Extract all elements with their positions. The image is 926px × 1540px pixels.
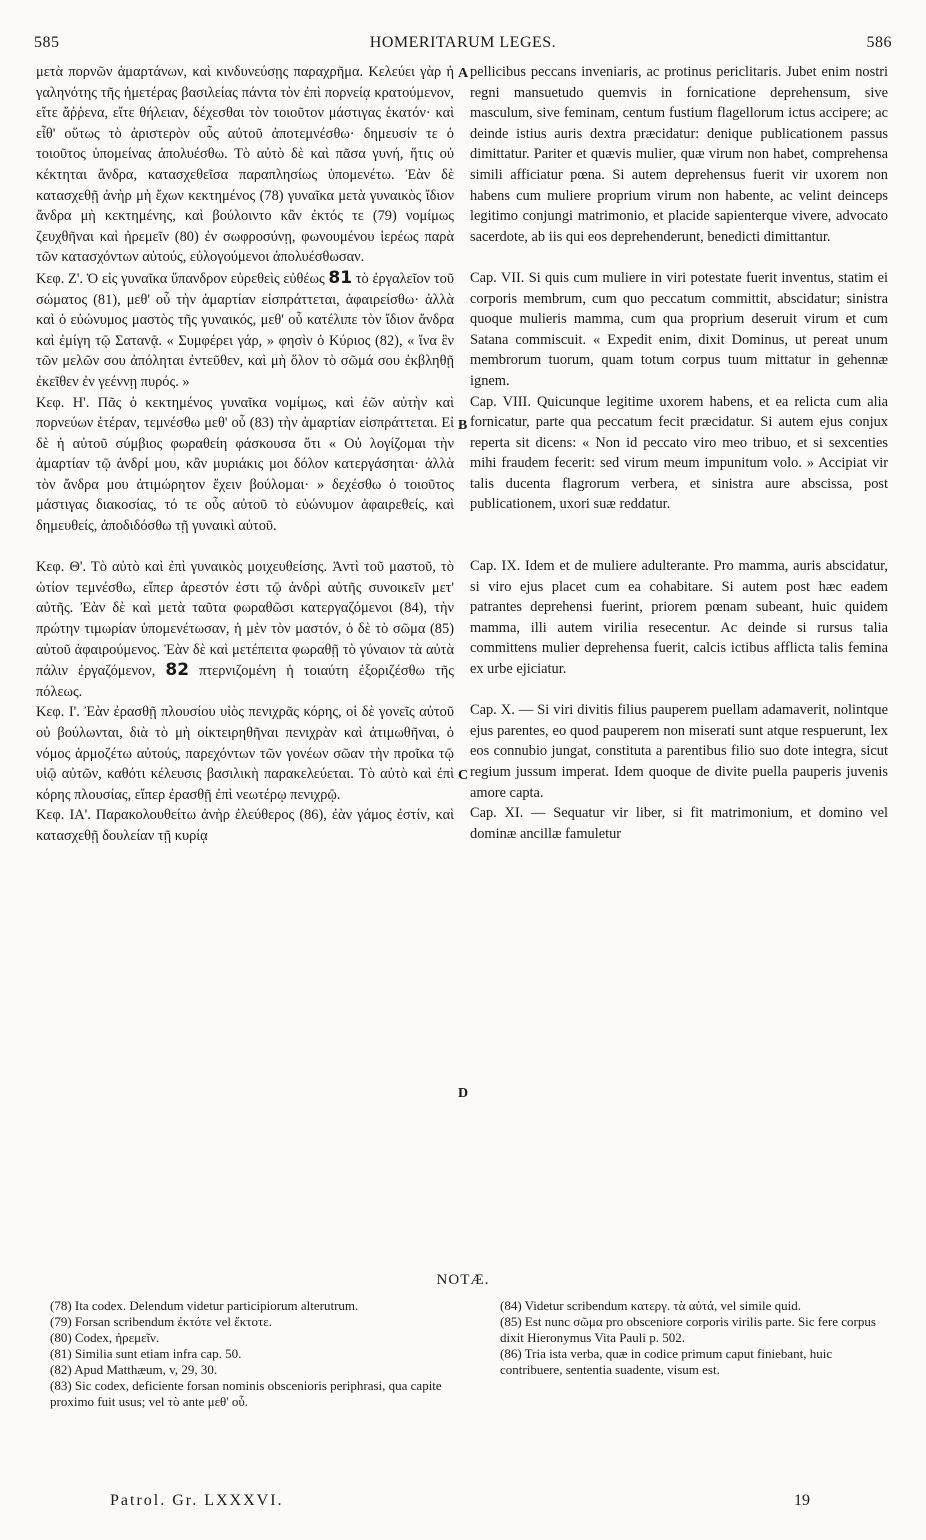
footer-series: Patrol. Gr. LXXXVI. [110, 1492, 284, 1509]
latin-paragraph-cap7: Cap. VII. Si quis cum muliere in viri potestate fuerit inventus, statim ei corporis membrum, cum quo peccatum committit, abscidatur; sinistra quoque mulieris mamma, cum qua proprium deseruit virum et cum Satana commiscuit. « Expedit enim, dixit Dominus, ut pereat unum membrorum tuorum, quam totum corpus tuum mittatur in gehennæ ignem. [470, 269, 888, 389]
latin-paragraph-intro: pellicibus peccans inveniaris, ac protinus periclitaris. Jubet enim nostri regni mansuetudo quemvis in fornicatione deprehensum, sive masculum, sive feminam, centum fustium flagellorum ictus accipere; ac deinde istius auris dextra præcidatur: denique publicationem passus dimittatur. Pariter et quævis mulier, quæ virum non habet, comprehensa simili afficiatur pœna. Si autem deprehensus fuerit vir uxorem non habens cum muliere proprium virum non habente, ac velint deinceps legitimo conjungi matrimonio, et placide sapienterque vivere, advocato sacerdote, ab iis qui eos deprehenderunt, benedicti dimittantur. [470, 64, 888, 245]
column-number-82: 82 [165, 660, 190, 681]
note-78: (78) Ita codex. Delendum videtur participiorum alterutrum. [50, 1298, 359, 1313]
greek-cap9-rest: πτερνιζομένη ἡ τοιαύτη ἐξοριζέσθω τῆς πόλεως. [36, 663, 454, 700]
note-85: (85) Est nunc σῶμα pro obsceniore corporis virilis parte. Sic fere corpus dixit Hieronymus Vita Pauli p. 502. [500, 1314, 876, 1345]
greek-paragraph-cap10: Κεφ. Ι'. Ἐὰν ἐρασθῇ πλουσίου υἱὸς πενιχρᾶς κόρης, οἱ δὲ γονεῖς αὐτοῦ οὐ βούλωνται, διὰ τὸ μὴ οἰκτειρηθῆναι πενιχρὰν καὶ ἀτιμωθῆναι, ὁ νόμος ἁρμοζέτω αὐτούς, παρεχόντων τῶν γονέων σῶαν τὴν προῖκα τῷ υἱῷ αὐτῶν, καθότι κέλευσις βασιλικὴ παρακελεύεται. Τὸ αὐτὸ καὶ ἐπὶ κόρης πλουσίας, εἴπερ ἐρασθῇ ἐπὶ νεωτέρῳ πενιχρῷ. [36, 704, 454, 803]
greek-cap9-start: Κεφ. Θ'. Τὸ αὐτὸ καὶ ἐπὶ γυναικὸς μοιχευθείσης. Ἀντὶ τοῦ μαστοῦ, τὸ ὠτίον τεμνέσθω, εἴπερ ἀρεστόν ἐστι τῷ ἀνδρὶ αὐτῆς συνοικεῖν μετ' αὐτῆς. Ἐὰν δὲ καὶ μετὰ ταῦτα φωραθῶσι κατεργαζόμενοι (84), τὴν πρώτην τιμωρίαν ὑπομενέτωσαν, ἡ μὲν τὸν μαστόν, ὁ δὲ τὸ σῶμα (85) αὐτοῦ ἀφαιρούμενος. Ἐὰν δὲ καὶ μετέπειτα φωραθῇ τὸ γύναιον τὰ αὐτὰ πάλιν ἐργαζόμενον, [36, 559, 454, 680]
page-title: HOMERITARUM LEGES. [369, 34, 557, 51]
note-84: (84) Videtur scribendum κατεργ. τὰ αὐτά, vel simile quid. [500, 1298, 802, 1313]
note-79: (79) Forsan scribendum ἐκτότε vel ἔκτοτε. [50, 1314, 272, 1329]
greek-paragraph-cap8: Κεφ. Η'. Πᾶς ὁ κεκτημένος γυναῖκα νομίμως, καὶ ἐῶν αὐτὴν καὶ πορνεύων ἑτέραν, τεμνέσθω μεθ' οὗ (83) τὴν ἁμαρτίαν εἰσπράττεται. Εἰ δὲ ἡ αὐτοῦ σύμβιος φωραθείη φάσκουσα ὅτι « Οὐ λογίζομαι τὴν ἁμαρτίαν τῷ ἀνδρί μου, κἂν μυριάκις μοι δόλον κατεργάσηται· ἀλλὰ τὸν ἄνδρα μου ἀτιμώρητον ἔχειν βούλομαι· » δεχέσθω ὁ τοιοῦτος μάστιγας διακοσίας, τό τε οὖς αὐτοῦ τὸ εὐώνυμον ἀφαιρεθείς, καὶ δημευθείς, ἀποδιδόσθω τῇ γυναικὶ αὐτοῦ. [36, 394, 454, 535]
greek-cap7-rest: τὸ ἐργαλεῖον τοῦ σώματος (81), μεθ' οὗ τὴν ἁμαρτίαν εἰσπράττεται, ἀφαιρείσθω· ἀλλὰ καὶ ὁ εὐώνυμος μαστὸς τῆς γυναικός, μεθ' οὗ κατέλιπε τὸν ἴδιον ἄνδρα καὶ ἐμίγη τῷ Σατανᾷ. « Συμφέρει γάρ, » φησὶν ὁ Κύριος (82), « ἵνα ἓν τῶν μελῶν σου ἀπόληται ἐντεῦθεν, καὶ μὴ ὅλον τὸ σῶμά σου ἐκβληθῇ ἐκεῖθεν ἐν γεέννῃ πυρός. » [36, 270, 454, 390]
latin-paragraph-cap10: Cap. X. — Si viri divitis filius pauperem puellam adamaverit, nolintque ejus parentes, eo quod pauperem non miserati sunt atque respuerunt, lex eos connubio jungat, constituta a parentibus filio suo dote integra, sicut regium jussum imperat. Idem quoque de divite puella pauperis juvenis amore capta. [470, 702, 888, 801]
greek-paragraph-cap11: Κεφ. ΙΑ'. Παρακολουθείτω ἀνὴρ ἐλεύθερος (86), ἐὰν γάμος ἐστίν, καὶ κατασχεθῇ δουλείαν τῇ κυρίᾳ [36, 807, 454, 844]
greek-paragraph-intro: μετὰ πορνῶν ἁμαρτάνων, καὶ κινδυνεύσῃς παραχρῆμα. Κελεύει γὰρ ἡ γαληνότης τῆς ἡμετέρας βασιλείας πάντα τὸν ἐπὶ πορνείᾳ κρατούμενον, εἴτε ἄῤῥενα, εἴτε θήλειαν, δέχεσθαι τὸν τοιοῦτον μάστιγας ἑκατόν· καὶ εἶθ' οὕτως τὸ ἀριστερὸν οὖς αὐτοῦ ἀποτεμνέσθω· δημευσίν τε ὁ τοιοῦτος ὑπομείνας ἀπολυέσθω. Τὸ αὐτὸ δὲ καὶ πᾶσα γυνή, ἥτις οὐ κέκτηται ἄνδρα, κατασχεθεῖσα παραπλησίως ὑπομενέτω. Ἐὰν δὲ κατασχεθῇ ἀνὴρ μὴ ἔχων κεκτημένος (78) γυναῖκα μετὰ γυναικὸς ἴδιον ἄνδρα μὴ κεκτημένης, καὶ βούλοιντο κἂν ἐκτός τε (79) νομίμως ζευχθῆναι καὶ ἠρεμεῖν (80) ἐν σωφροσύνῃ, φωνουμένου ἱερέως παρὰ τῶν κατασχόντων αὐτούς, εὐλογούμενοι ἀπολυέσθωσαν. [36, 64, 454, 266]
notes-left-column [50, 1298, 460, 1410]
note-81: (81) Similia sunt etiam infra cap. 50. [50, 1346, 242, 1361]
margin-marker-c: C [458, 768, 469, 783]
page-number-left: 585 [34, 34, 60, 51]
note-83: (83) Sic codex, deficiente forsan nominis obscenioris periphrasi, qua capite proximo fuit usus; vel τὸ ante μεθ' οὗ. [50, 1378, 442, 1409]
column-number-81: 81 [328, 267, 353, 288]
latin-paragraph-cap9: Cap. IX. Idem et de muliere adulterante. Pro mamma, auris abscidatur, si viro ejus placet cum ea cohabitare. Si autem post hæc eadem patrantes deprehensi fuerint, priorem pœnam subeant, huic quidem mamma, illi autem virilia resecentur. Ac deinde si rursus talia committens mulier deprehensa fuerit, calcis ictibus afflicta talis femina ex urbe ejiciatur. [470, 558, 888, 678]
latin-paragraph-cap11: Cap. XI. — Sequatur vir liber, si fit matrimonium, et domino vel dominæ ancillæ famuletur [470, 805, 888, 842]
running-header [34, 34, 892, 58]
page-footer [110, 1492, 810, 1514]
latin-column [470, 62, 888, 844]
latin-paragraph-cap8: Cap. VIII. Quicunque legitime uxorem habens, et ea relicta cum alia fornicatur, parte qua peccatum fecit præcidatur. Si autem ejus conjux reperta sit dicens: « Non id peccato viro meo tribuo, et si sexcenties mihi fraudem fecerit: sed virum meum impunitum volo. » Accipiat vir talis ducenta flagrorum verbera, et sinistra aure abscissa, post publicationem, uxori suæ reddatur. [470, 393, 888, 513]
footer-signature: 19 [794, 1492, 810, 1509]
note-86: (86) Tria ista verba, quæ in codice primum caput finiebant, huic contribuere, sententia suadente, visum est. [500, 1346, 833, 1377]
greek-paragraph-cap7 [36, 268, 454, 393]
greek-cap7-start: Κεφ. Ζ'. Ὁ εἰς γυναῖκα ὕπανδρον εὑρεθεὶς εὐθέως [36, 270, 325, 287]
margin-marker-b: B [458, 418, 468, 433]
note-80: (80) Codex, ἠρεμεῖν. [50, 1330, 160, 1345]
notes-right-column [500, 1298, 890, 1378]
margin-marker-d: D [458, 1086, 469, 1101]
note-82: (82) Apud Matthæum, v, 29, 30. [50, 1362, 218, 1377]
margin-marker-a: A [458, 66, 469, 81]
greek-column [36, 62, 454, 847]
page-number-right: 586 [866, 34, 892, 51]
notes-heading: NOTÆ. [436, 1272, 490, 1288]
greek-paragraph-cap9 [36, 557, 454, 702]
